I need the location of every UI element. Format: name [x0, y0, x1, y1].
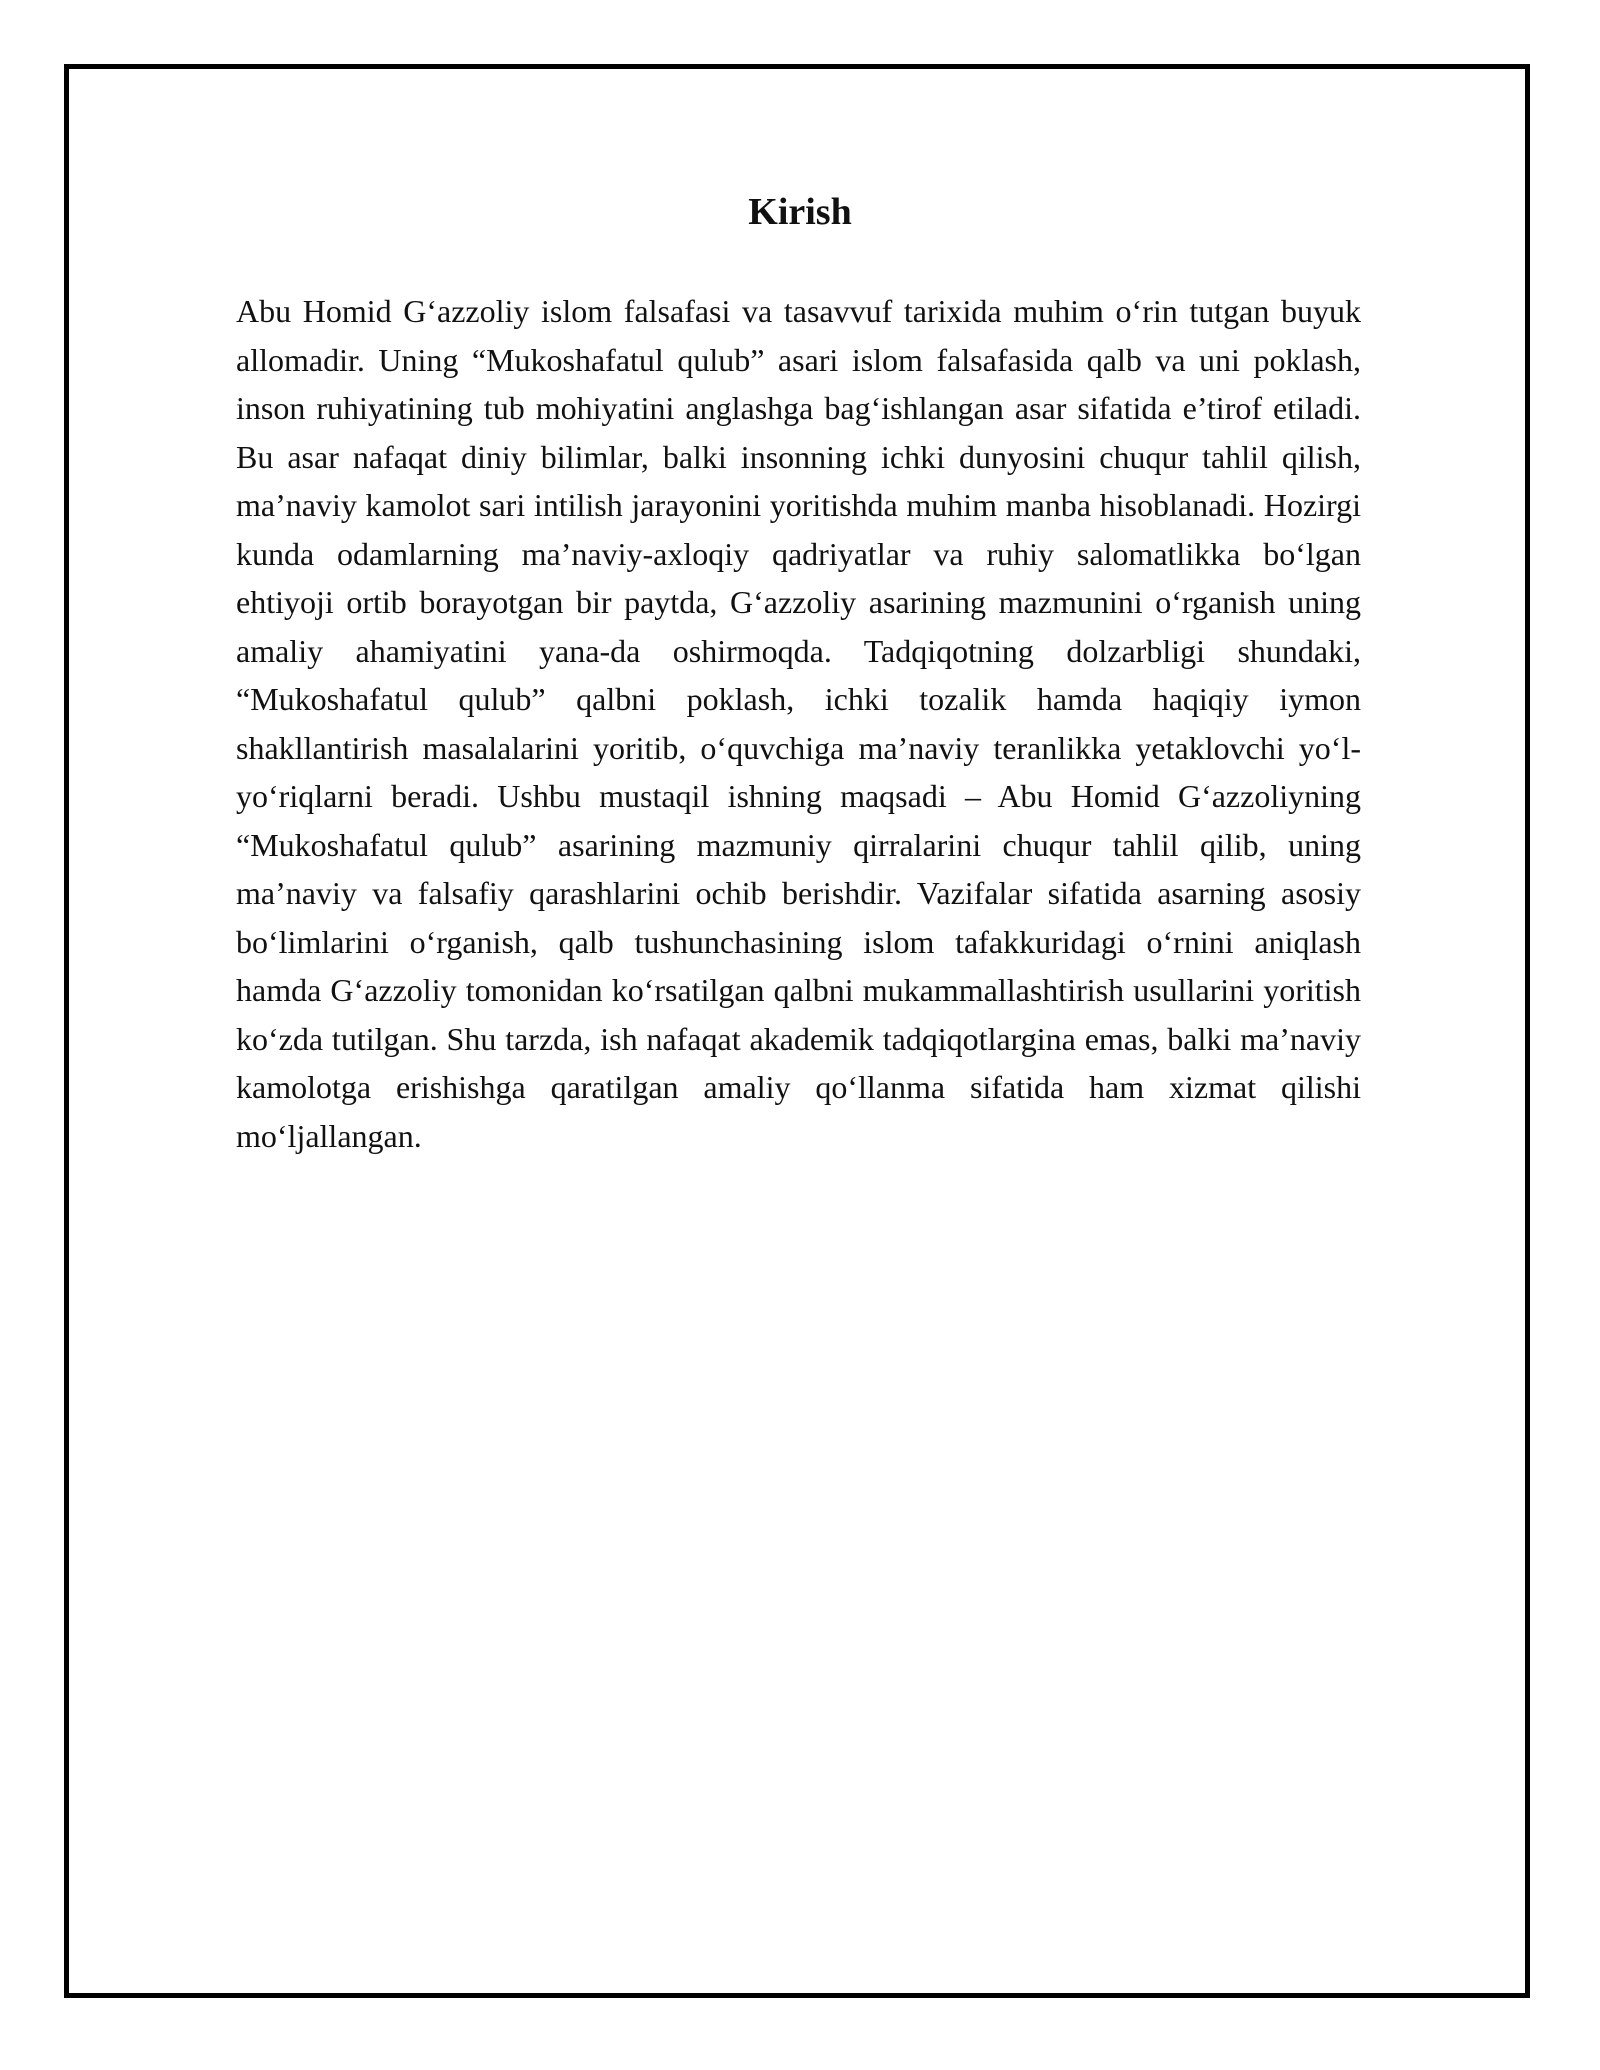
page-title: Kirish: [748, 191, 852, 233]
body-paragraph: Abu Homid G‘azzoliy islom falsafasi va tasavvuf tarixida muhim o‘rin tutgan buyuk allomadir. Uning “Mukoshafatul qulub” asari islom falsafasida qalb va uni poklash, inson ruhiyatining tub mohiyatini anglashga bag‘ishlangan asar sifatida e’tirof etiladi. Bu asar nafaqat diniy bilimlar, balki insonning ichki dunyosini chuqur tahlil qilish, ma’naviy kamolot sari intilish jarayonini yoritishda muhim manba hisoblanadi. Hozirgi kunda odamlarning ma’naviy-axloqiy qadriyatlar va ruhiy salomatlikka bo‘lgan ehtiyoji ortib borayotgan bir paytda, G‘azzoliy asarining mazmunini o‘rganish uning amaliy ahamiyatini yana-da oshirmoqda. Tadqiqotning dolzarbligi shundaki, “Mukoshafatul qulub” qalbni poklash, ichki tozalik hamda haqiqiy iymon shakllantirish masalalarini yoritib, o‘quvchiga ma’naviy teranlikka yetaklovchi yo‘l-yo‘riqlarni beradi. Ushbu mustaqil ishning maqsadi – Abu Homid G‘azzoliyning “Mukoshafatul qulub” asarining mazmuniy qirralarini chuqur tahlil qilib, uning ma’naviy va falsafiy qarashlarini ochib berishdir. Vazifalar sifatida asarning asosiy bo‘limlarini o‘rganish, qalb tushunchasining islom tafakkuridagi o‘rnini aniqlash hamda G‘azzoliy tomonidan ko‘rsatilgan qalbni mukammallashtirish usullarini yoritish ko‘zda tutilgan. Shu tarzda, ish nafaqat akademik tadqiqotlargina emas, balki ma’naviy kamolotga erishishga qaratilgan amaliy qo‘llanma sifatida ham xizmat qilishi mo‘ljallangan.: [236, 293, 1361, 1154]
